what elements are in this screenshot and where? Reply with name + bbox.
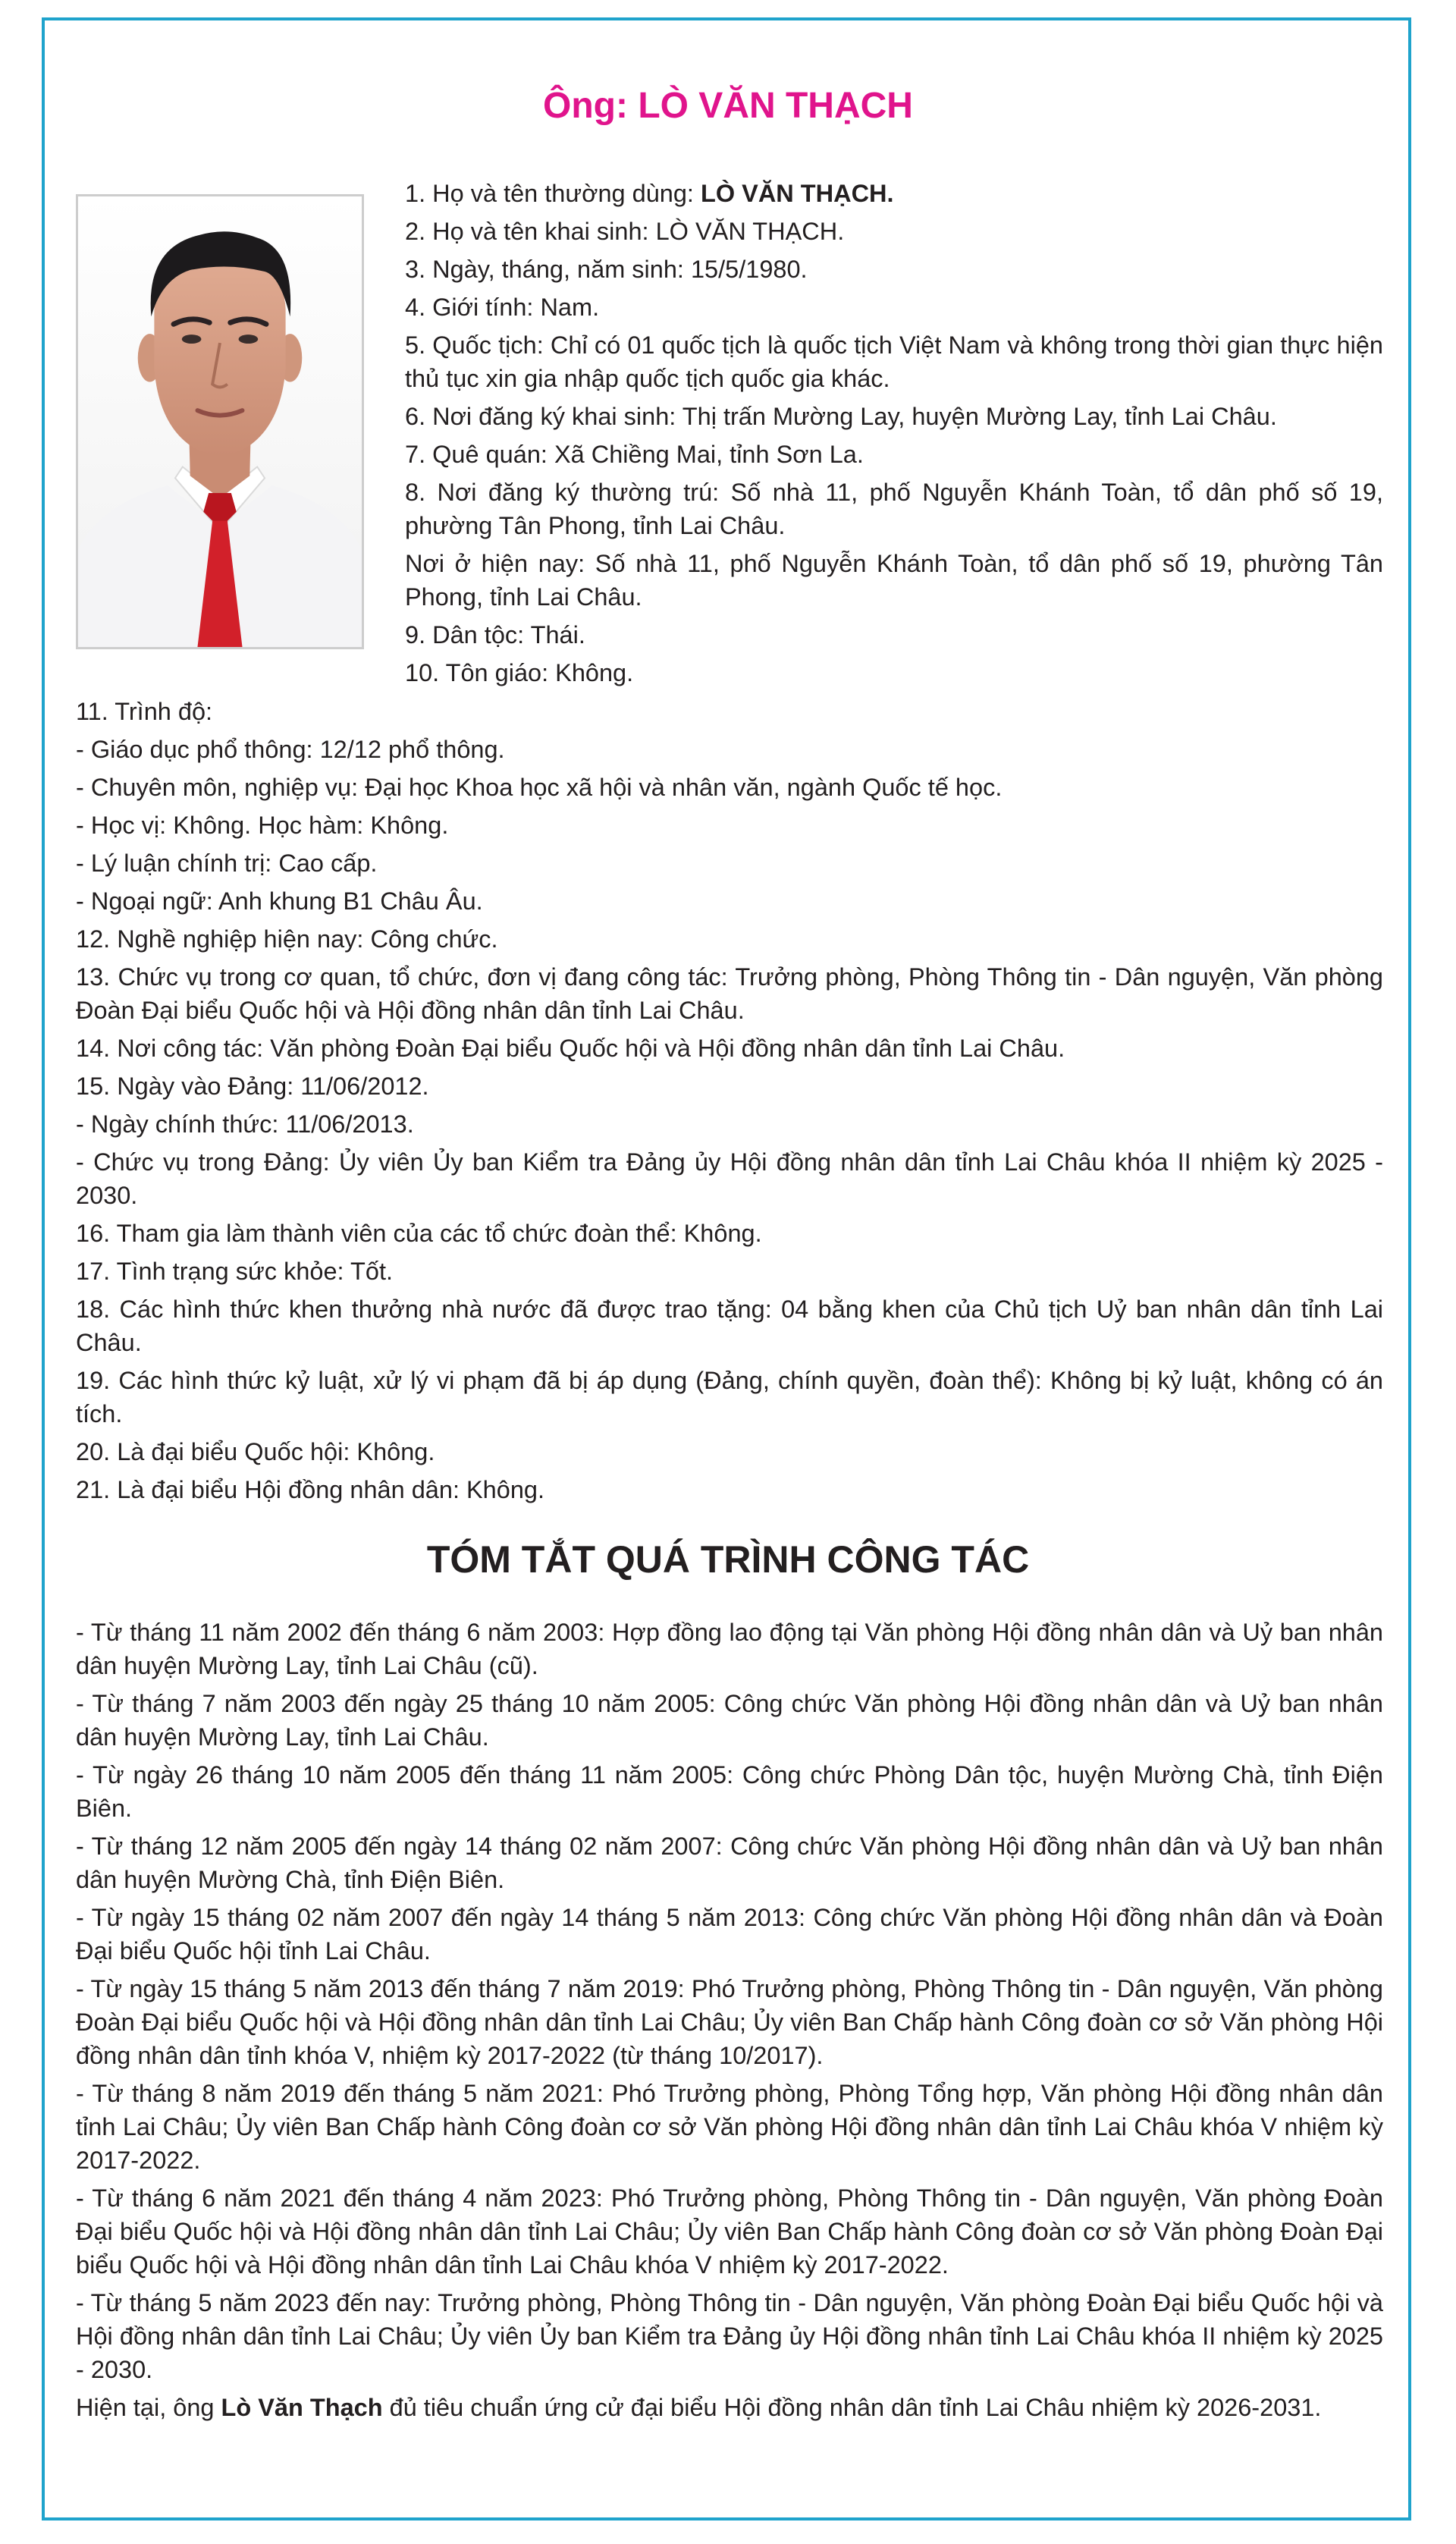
detail-line: 17. Tình trạng sức khỏe: Tốt.	[76, 1258, 394, 1285]
detail-info	[76, 695, 1383, 1511]
detail-line: 14. Nơi công tác: Văn phòng Đoàn Đại biểu Quốc hội và Hội đồng nhân dân tỉnh Lai Châu.	[76, 1035, 1065, 1062]
detail-line: 16. Tham gia làm thành viên của các tổ chức đoàn thể: Không.	[76, 1220, 762, 1247]
detail-line: 11. Trình độ:	[76, 698, 213, 725]
career-item: - Từ tháng 12 năm 2005 đến ngày 14 tháng 02 năm 2007: Công chức Văn phòng Hội đồng nhân dân và Uỷ ban nhân dân huyện Mường Chà, tỉnh Điện Biên.	[76, 1833, 1383, 1893]
detail-line: 19. Các hình thức kỷ luật, xử lý vi phạm đã bị áp dụng (Đảng, chính quyền, đoàn thể): Không bị kỷ luật, không có án tích.	[76, 1367, 1383, 1427]
info-line: 9. Dân tộc: Thái.	[405, 621, 585, 649]
full-name: LÒ VĂN THẠCH.	[700, 180, 894, 207]
info-line: 7. Quê quán: Xã Chiềng Mai, tỉnh Sơn La.	[405, 441, 864, 468]
detail-line: 12. Nghề nghiệp hiện nay: Công chức.	[76, 925, 498, 953]
info-line: 1. Họ và tên thường dùng: LÒ VĂN THẠCH.	[405, 180, 894, 207]
closing-statement: Hiện tại, ông Lò Văn Thạch đủ tiêu chuẩn ứng cử đại biểu Hội đồng nhân dân tỉnh Lai Châu nhiệm kỳ 2026-2031.	[76, 2394, 1322, 2421]
detail-line: 18. Các hình thức khen thưởng nhà nước đã được trao tặng: 04 bằng khen của Chủ tịch Uỷ ban nhân dân tỉnh Lai Châu.	[76, 1296, 1383, 1356]
portrait-photo	[76, 194, 364, 649]
info-line: 4. Giới tính: Nam.	[405, 294, 600, 321]
candidate-name: Lò Văn Thạch	[221, 2394, 383, 2421]
detail-line: - Chức vụ trong Đảng: Ủy viên Ủy ban Kiểm tra Đảng ủy Hội đồng nhân dân tỉnh Lai Châu khóa II nhiệm kỳ 2025 - 2030.	[76, 1148, 1383, 1209]
detail-line: - Học vị: Không. Học hàm: Không.	[76, 812, 449, 839]
detail-line: 15. Ngày vào Đảng: 11/06/2012.	[76, 1073, 429, 1100]
career-item: - Từ ngày 15 tháng 02 năm 2007 đến ngày 14 tháng 5 năm 2013: Công chức Văn phòng Hội đồng nhân dân và Đoàn Đại biểu Quốc hội tỉnh Lai Châu.	[76, 1904, 1383, 1965]
personal-info	[405, 177, 1383, 694]
page-title: Ông: LÒ VĂN THẠCH	[543, 86, 913, 126]
info-line: 8. Nơi đăng ký thường trú: Số nhà 11, phố Nguyễn Khánh Toàn, tổ dân phố số 19, phường Tân Phong, tỉnh Lai Châu.	[405, 479, 1383, 539]
detail-line: - Ngoại ngữ: Anh khung B1 Châu Âu.	[76, 887, 483, 915]
career-item: - Từ tháng 11 năm 2002 đến tháng 6 năm 2003: Hợp đồng lao động tại Văn phòng Hội đồng nhân dân và Uỷ ban nhân dân huyện Mường Lay, tỉnh Lai Châu (cũ).	[76, 1619, 1383, 1679]
career-item: - Từ tháng 8 năm 2019 đến tháng 5 năm 2021: Phó Trưởng phòng, Phòng Tổng hợp, Văn phòng Hội đồng nhân dân tỉnh Lai Châu; Ủy viên Ban Chấp hành Công đoàn cơ sở Văn phòng Hội đồng nhân dân tỉnh Lai Châu khóa V nhiệm kỳ 2017-2022.	[76, 2080, 1383, 2174]
career-item: - Từ tháng 5 năm 2023 đến nay: Trưởng phòng, Phòng Thông tin - Dân nguyện, Văn phòng Đoàn Đại biểu Quốc hội và Hội đồng nhân dân tỉnh Lai Châu; Ủy viên Ủy ban Kiểm tra Đảng ủy Hội đồng nhân tỉnh Lai Châu khóa II nhiệm kỳ 2025 - 2030.	[76, 2289, 1383, 2383]
section-title: TÓM TẮT QUÁ TRÌNH CÔNG TÁC	[426, 1538, 1030, 1581]
info-line: Nơi ở hiện nay: Số nhà 11, phố Nguyễn Khánh Toàn, tổ dân phố số 19, phường Tân Phong, tỉnh Lai Châu.	[405, 550, 1383, 611]
detail-line: 21. Là đại biểu Hội đồng nhân dân: Không.	[76, 1476, 545, 1503]
detail-line: - Ngày chính thức: 11/06/2013.	[76, 1110, 414, 1138]
info-line: 3. Ngày, tháng, năm sinh: 15/5/1980.	[405, 256, 808, 283]
detail-line: - Lý luận chính trị: Cao cấp.	[76, 850, 378, 877]
career-summary	[76, 1616, 1383, 2424]
info-line: 5. Quốc tịch: Chỉ có 01 quốc tịch là quốc tịch Việt Nam và không trong thời gian thực hiện thủ tục xin gia nhập quốc tịch quốc gia khác.	[405, 331, 1383, 392]
detail-line: - Chuyên môn, nghiệp vụ: Đại học Khoa học xã hội và nhân văn, ngành Quốc tế học.	[76, 774, 1003, 801]
career-item: - Từ ngày 26 tháng 10 năm 2005 đến tháng 11 năm 2005: Công chức Phòng Dân tộc, huyện Mường Chà, tỉnh Điện Biên.	[76, 1761, 1383, 1822]
info-line: 6. Nơi đăng ký khai sinh: Thị trấn Mường Lay, huyện Mường Lay, tỉnh Lai Châu.	[405, 403, 1277, 430]
info-line: 2. Họ và tên khai sinh: LÒ VĂN THẠCH.	[405, 218, 845, 245]
detail-line: 20. Là đại biểu Quốc hội: Không.	[76, 1438, 435, 1465]
career-item: - Từ tháng 7 năm 2003 đến ngày 25 tháng 10 năm 2005: Công chức Văn phòng Hội đồng nhân dân và Uỷ ban nhân dân huyện Mường Lay, tỉnh Lai Châu.	[76, 1690, 1383, 1751]
info-line: 10. Tôn giáo: Không.	[405, 659, 634, 686]
career-item: - Từ tháng 6 năm 2021 đến tháng 4 năm 2023: Phó Trưởng phòng, Phòng Thông tin - Dân nguyện, Văn phòng Đoàn Đại biểu Quốc hội và Hội đồng nhân dân tỉnh Lai Châu; Ủy viên Ban Chấp hành Công đoàn cơ sở Văn phòng Đoàn Đại biểu Quốc hội và Hội đồng nhân dân tỉnh Lai Châu khóa V nhiệm kỳ 2017-2022.	[76, 2184, 1383, 2279]
detail-line: - Giáo dục phổ thông: 12/12 phổ thông.	[76, 736, 505, 763]
detail-line: 13. Chức vụ trong cơ quan, tổ chức, đơn vị đang công tác: Trưởng phòng, Phòng Thông tin - Dân nguyện, Văn phòng Đoàn Đại biểu Quốc hội và Hội đồng nhân dân tỉnh Lai Châu.	[76, 963, 1383, 1024]
career-item: - Từ ngày 15 tháng 5 năm 2013 đến tháng 7 năm 2019: Phó Trưởng phòng, Phòng Thông tin - Dân nguyện, Văn phòng Đoàn Đại biểu Quốc hội và Hội đồng nhân dân tỉnh Lai Châu; Ủy viên Ban Chấp hành Công đoàn cơ sở Văn phòng Hội đồng nhân dân tỉnh khóa V, nhiệm kỳ 2017-2022 (từ tháng 10/2017).	[76, 1975, 1383, 2069]
